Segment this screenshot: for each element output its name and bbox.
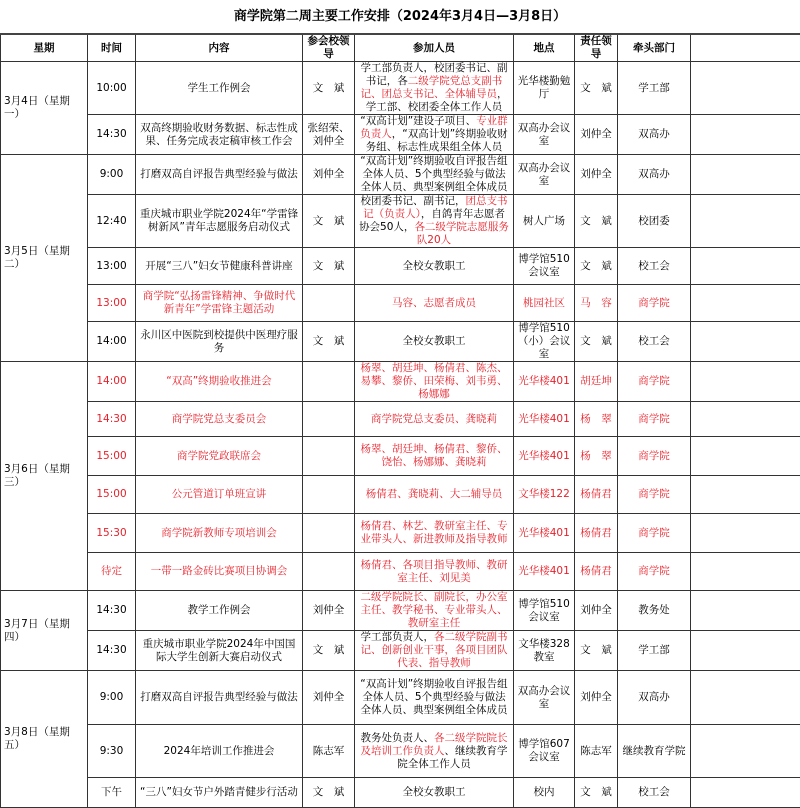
- lead-department-cell: 商学院: [618, 553, 691, 591]
- lead-department-cell: 学工部: [618, 62, 691, 115]
- participants-segment: 团总支书记（负责人）: [363, 195, 507, 220]
- location-cell: 光华楼401: [514, 402, 575, 437]
- content-cell: 公元管道订单班宣讲: [136, 476, 303, 514]
- table-row: [1, 514, 800, 553]
- extra-cell: [691, 778, 800, 808]
- header-extra: [691, 34, 800, 62]
- participants-segment: 杨翠、胡廷坤、杨倩君、黎侨、饶怡、杨娜娜、龚晓莉: [361, 443, 508, 468]
- header-location: 地点: [514, 34, 575, 62]
- responsible-leader-cell: 文 斌: [575, 248, 618, 285]
- header-lead-department: 牵头部门: [618, 34, 691, 62]
- extra-cell: [691, 285, 800, 322]
- extra-cell: [691, 476, 800, 514]
- table-row: [1, 62, 800, 115]
- location-cell: 博学馆607会议室: [514, 725, 575, 778]
- lead-department-cell: 双高办: [618, 155, 691, 195]
- content-cell: 学生工作例会: [136, 62, 303, 115]
- table-row: [1, 476, 800, 514]
- extra-cell: [691, 553, 800, 591]
- responsible-leader-cell: 文 斌: [575, 631, 618, 671]
- location-cell: 桃园社区: [514, 285, 575, 322]
- participants-segment: ，“双高计划”终期验收财务组、标志性成果组全体人员: [366, 128, 508, 153]
- participants-segment: 学工部负责人，校团委书记、副书记，各: [361, 62, 508, 87]
- participants-segment: 各二级学院志愿服务队20人: [414, 221, 509, 246]
- weekday-cell: 3月5日（星期二）: [1, 155, 88, 362]
- participants-segment: 杨倩君、龚晓莉、大二辅导员: [366, 488, 503, 500]
- responsible-leader-cell: 文 斌: [575, 195, 618, 248]
- content-cell: 商学院党总支委员会: [136, 402, 303, 437]
- participants-cell: [355, 402, 514, 437]
- participants-segment: 学工部负责人，: [361, 631, 435, 643]
- responsible-leader-cell: 马 容: [575, 285, 618, 322]
- participants-cell: [355, 631, 514, 671]
- table-row: [1, 195, 800, 248]
- participants-cell: [355, 437, 514, 476]
- participants-cell: [355, 195, 514, 248]
- time-cell: 14:30: [88, 115, 136, 155]
- time-cell: 9:00: [88, 155, 136, 195]
- attending-leader-cell: [303, 285, 355, 322]
- location-cell: 博学馆510会议室: [514, 591, 575, 631]
- attending-leader-cell: 文 斌: [303, 248, 355, 285]
- attending-leader-cell: [303, 402, 355, 437]
- participants-cell: [355, 248, 514, 285]
- content-cell: “三八”妇女节户外踏青健步行活动: [136, 778, 303, 808]
- header-weekday: 星期: [1, 34, 88, 62]
- table-row: [1, 725, 800, 778]
- table-row: [1, 115, 800, 155]
- time-cell: 14:00: [88, 322, 136, 362]
- participants-segment: ，自鸽青年志愿者协会50人，: [359, 208, 505, 233]
- table-row: [1, 322, 800, 362]
- content-cell: 教学工作例会: [136, 591, 303, 631]
- time-cell: 9:00: [88, 671, 136, 725]
- participants-segment: 商学院党总支委员、龚晓莉: [371, 413, 497, 425]
- location-cell: 光华楼勤勉厅: [514, 62, 575, 115]
- participants-segment: 杨翠、胡廷坤、杨倩君、陈杰、易攀、黎侨、田荣梅、刘韦勇、杨娜娜: [361, 362, 508, 400]
- location-cell: 博学馆510会议室: [514, 248, 575, 285]
- schedule-table: [0, 33, 800, 808]
- extra-cell: [691, 248, 800, 285]
- lead-department-cell: 校工会: [618, 322, 691, 362]
- content-cell: 2024年培训工作推进会: [136, 725, 303, 778]
- time-cell: 14:00: [88, 362, 136, 402]
- participants-segment: 、继续教育学院全体工作人员: [397, 745, 507, 770]
- extra-cell: [691, 402, 800, 437]
- time-cell: 10:00: [88, 62, 136, 115]
- participants-segment: 全校女教职工: [403, 335, 466, 347]
- participants-cell: [355, 553, 514, 591]
- header-time: 时间: [88, 34, 136, 62]
- location-cell: 双高办会议室: [514, 671, 575, 725]
- attending-leader-cell: 文 斌: [303, 778, 355, 808]
- content-cell: “双高”终期验收推进会: [136, 362, 303, 402]
- attending-leader-cell: [303, 362, 355, 402]
- table-row: [1, 155, 800, 195]
- lead-department-cell: 双高办: [618, 671, 691, 725]
- participants-segment: ，学工部、校团委全体工作人员: [366, 88, 508, 113]
- participants-cell: [355, 362, 514, 402]
- content-cell: 商学院新教师专项培训会: [136, 514, 303, 553]
- attending-leader-cell: [303, 476, 355, 514]
- location-cell: 博学馆510（小）会议室: [514, 322, 575, 362]
- participants-segment: 专业群负责人: [360, 115, 507, 140]
- participants-cell: [355, 778, 514, 808]
- extra-cell: [691, 195, 800, 248]
- page-title: 商学院第二周主要工作安排（2024年3月4日—3月8日）: [0, 0, 800, 33]
- time-cell: 13:00: [88, 285, 136, 322]
- time-cell: 9:30: [88, 725, 136, 778]
- extra-cell: [691, 322, 800, 362]
- attending-leader-cell: 陈志军: [303, 725, 355, 778]
- extra-cell: [691, 591, 800, 631]
- responsible-leader-cell: 杨 翠: [575, 437, 618, 476]
- time-cell: 15:00: [88, 476, 136, 514]
- participants-segment: 马容、志愿者成员: [392, 297, 476, 309]
- location-cell: 光华楼401: [514, 514, 575, 553]
- weekday-cell: 3月4日（星期一）: [1, 62, 88, 155]
- participants-segment: 教务处负责人、: [361, 732, 435, 744]
- extra-cell: [691, 362, 800, 402]
- responsible-leader-cell: 胡廷坤: [575, 362, 618, 402]
- lead-department-cell: 商学院: [618, 362, 691, 402]
- participants-segment: 二级学院党总支副书记、团总支书记、全体辅导员: [361, 75, 503, 100]
- participants-segment: 各二级学院副书记、创新创业干事，各项目团队代表、指导教师: [361, 631, 508, 669]
- attending-leader-cell: 文 斌: [303, 62, 355, 115]
- responsible-leader-cell: 刘仲全: [575, 671, 618, 725]
- location-cell: 光华楼401: [514, 553, 575, 591]
- lead-department-cell: 商学院: [618, 285, 691, 322]
- attending-leader-cell: 刘仲全: [303, 155, 355, 195]
- content-cell: 开展“三八”妇女节健康科普讲座: [136, 248, 303, 285]
- time-cell: 下午: [88, 778, 136, 808]
- responsible-leader-cell: 陈志军: [575, 725, 618, 778]
- extra-cell: [691, 514, 800, 553]
- lead-department-cell: 商学院: [618, 437, 691, 476]
- table-row: [1, 553, 800, 591]
- location-cell: 双高办会议室: [514, 155, 575, 195]
- lead-department-cell: 校工会: [618, 778, 691, 808]
- participants-segment: “双高计划”终期验收自评报告组全体人员、5个典型经验与做法全体人员、典型案例组全体成员: [360, 155, 507, 193]
- lead-department-cell: 校团委: [618, 195, 691, 248]
- table-row: [1, 778, 800, 808]
- responsible-leader-cell: 刘仲全: [575, 155, 618, 195]
- table-row: [1, 285, 800, 322]
- lead-department-cell: 继续教育学院: [618, 725, 691, 778]
- attending-leader-cell: 文 斌: [303, 631, 355, 671]
- content-cell: 打磨双高自评报告典型经验与做法: [136, 155, 303, 195]
- content-cell: 重庆城市职业学院2024年“学雷锋树新风”青年志愿服务启动仪式: [136, 195, 303, 248]
- content-cell: 重庆城市职业学院2024年中国国际大学生创新大赛启动仪式: [136, 631, 303, 671]
- participants-cell: [355, 591, 514, 631]
- responsible-leader-cell: 杨倩君: [575, 514, 618, 553]
- lead-department-cell: 校工会: [618, 248, 691, 285]
- time-cell: 12:40: [88, 195, 136, 248]
- participants-segment: 各二级学院院长及培训工作负责人: [361, 732, 508, 757]
- content-cell: 永川区中医院到校提供中医理疗服务: [136, 322, 303, 362]
- lead-department-cell: 商学院: [618, 514, 691, 553]
- content-cell: 一带一路金砖比赛项目协调会: [136, 553, 303, 591]
- participants-segment: 二级学院院长、副院长，办公室主任、教学秘书、专业带头人、教研室主任: [361, 591, 508, 629]
- lead-department-cell: 商学院: [618, 476, 691, 514]
- lead-department-cell: 商学院: [618, 402, 691, 437]
- table-row: [1, 362, 800, 402]
- weekday-cell: 3月7日（星期四）: [1, 591, 88, 671]
- lead-department-cell: 双高办: [618, 115, 691, 155]
- lead-department-cell: 教务处: [618, 591, 691, 631]
- header-participants: 参加人员: [355, 34, 514, 62]
- participants-cell: [355, 514, 514, 553]
- responsible-leader-cell: 杨倩君: [575, 476, 618, 514]
- extra-cell: [691, 725, 800, 778]
- responsible-leader-cell: 文 斌: [575, 778, 618, 808]
- time-cell: 待定: [88, 553, 136, 591]
- table-row: [1, 402, 800, 437]
- participants-cell: [355, 285, 514, 322]
- header-content: 内容: [136, 34, 303, 62]
- location-cell: 文华楼122: [514, 476, 575, 514]
- extra-cell: [691, 437, 800, 476]
- participants-segment: 全校女教职工: [403, 786, 466, 798]
- table-row: [1, 631, 800, 671]
- participants-cell: [355, 671, 514, 725]
- responsible-leader-cell: 刘仲全: [575, 591, 618, 631]
- extra-cell: [691, 62, 800, 115]
- responsible-leader-cell: 刘仲全: [575, 115, 618, 155]
- time-cell: 14:30: [88, 402, 136, 437]
- weekday-cell: 3月8日（星期五）: [1, 671, 88, 808]
- participants-segment: “双高计划”建设子项目、: [360, 115, 476, 127]
- participants-segment: “双高计划”终期验收自评报告组全体人员、5个典型经验与做法全体人员、典型案例组全体成员: [360, 678, 507, 716]
- participants-cell: [355, 115, 514, 155]
- time-cell: 14:30: [88, 631, 136, 671]
- participants-segment: 全校女教职工: [403, 260, 466, 272]
- attending-leader-cell: 文 斌: [303, 322, 355, 362]
- attending-leader-cell: [303, 437, 355, 476]
- header-attending-leader: 参会校领导: [303, 34, 355, 62]
- extra-cell: [691, 671, 800, 725]
- attending-leader-cell: 刘仲全: [303, 591, 355, 631]
- participants-cell: [355, 476, 514, 514]
- extra-cell: [691, 115, 800, 155]
- lead-department-cell: 学工部: [618, 631, 691, 671]
- content-cell: 商学院党政联席会: [136, 437, 303, 476]
- content-cell: 双高终期验收财务数据、标志性成果、任务完成表定稿审核工作会: [136, 115, 303, 155]
- attending-leader-cell: [303, 553, 355, 591]
- responsible-leader-cell: 杨倩君: [575, 553, 618, 591]
- location-cell: 文华楼328教室: [514, 631, 575, 671]
- participants-cell: [355, 725, 514, 778]
- responsible-leader-cell: 文 斌: [575, 62, 618, 115]
- participants-cell: [355, 322, 514, 362]
- location-cell: 双高办会议室: [514, 115, 575, 155]
- location-cell: 光华楼401: [514, 437, 575, 476]
- header-responsible-leader: 责任领导: [575, 34, 618, 62]
- extra-cell: [691, 631, 800, 671]
- time-cell: 14:30: [88, 591, 136, 631]
- extra-cell: [691, 155, 800, 195]
- location-cell: 校内: [514, 778, 575, 808]
- time-cell: 13:00: [88, 248, 136, 285]
- attending-leader-cell: [303, 514, 355, 553]
- participants-cell: [355, 155, 514, 195]
- table-row: [1, 671, 800, 725]
- participants-segment: 杨倩君、各项目指导教师、教研室主任、刘见美: [361, 559, 508, 584]
- participants-segment: 校团委书记、副书记，: [361, 195, 466, 207]
- attending-leader-cell: 文 斌: [303, 195, 355, 248]
- content-cell: 打磨双高自评报告典型经验与做法: [136, 671, 303, 725]
- participants-segment: 杨倩君、林艺、教研室主任、专业带头人、新进教师及指导教师: [361, 520, 508, 545]
- responsible-leader-cell: 文 斌: [575, 322, 618, 362]
- participants-cell: [355, 62, 514, 115]
- weekday-cell: 3月6日（星期三）: [1, 362, 88, 591]
- location-cell: 树人广场: [514, 195, 575, 248]
- time-cell: 15:00: [88, 437, 136, 476]
- header-row: [1, 34, 800, 62]
- attending-leader-cell: 张绍荣、刘仲全: [303, 115, 355, 155]
- location-cell: 光华楼401: [514, 362, 575, 402]
- content-cell: 商学院“弘扬雷锋精神、争做时代新青年”学雷锋主题活动: [136, 285, 303, 322]
- attending-leader-cell: 刘仲全: [303, 671, 355, 725]
- table-row: [1, 437, 800, 476]
- time-cell: 15:30: [88, 514, 136, 553]
- responsible-leader-cell: 杨 翠: [575, 402, 618, 437]
- table-row: [1, 248, 800, 285]
- table-row: [1, 591, 800, 631]
